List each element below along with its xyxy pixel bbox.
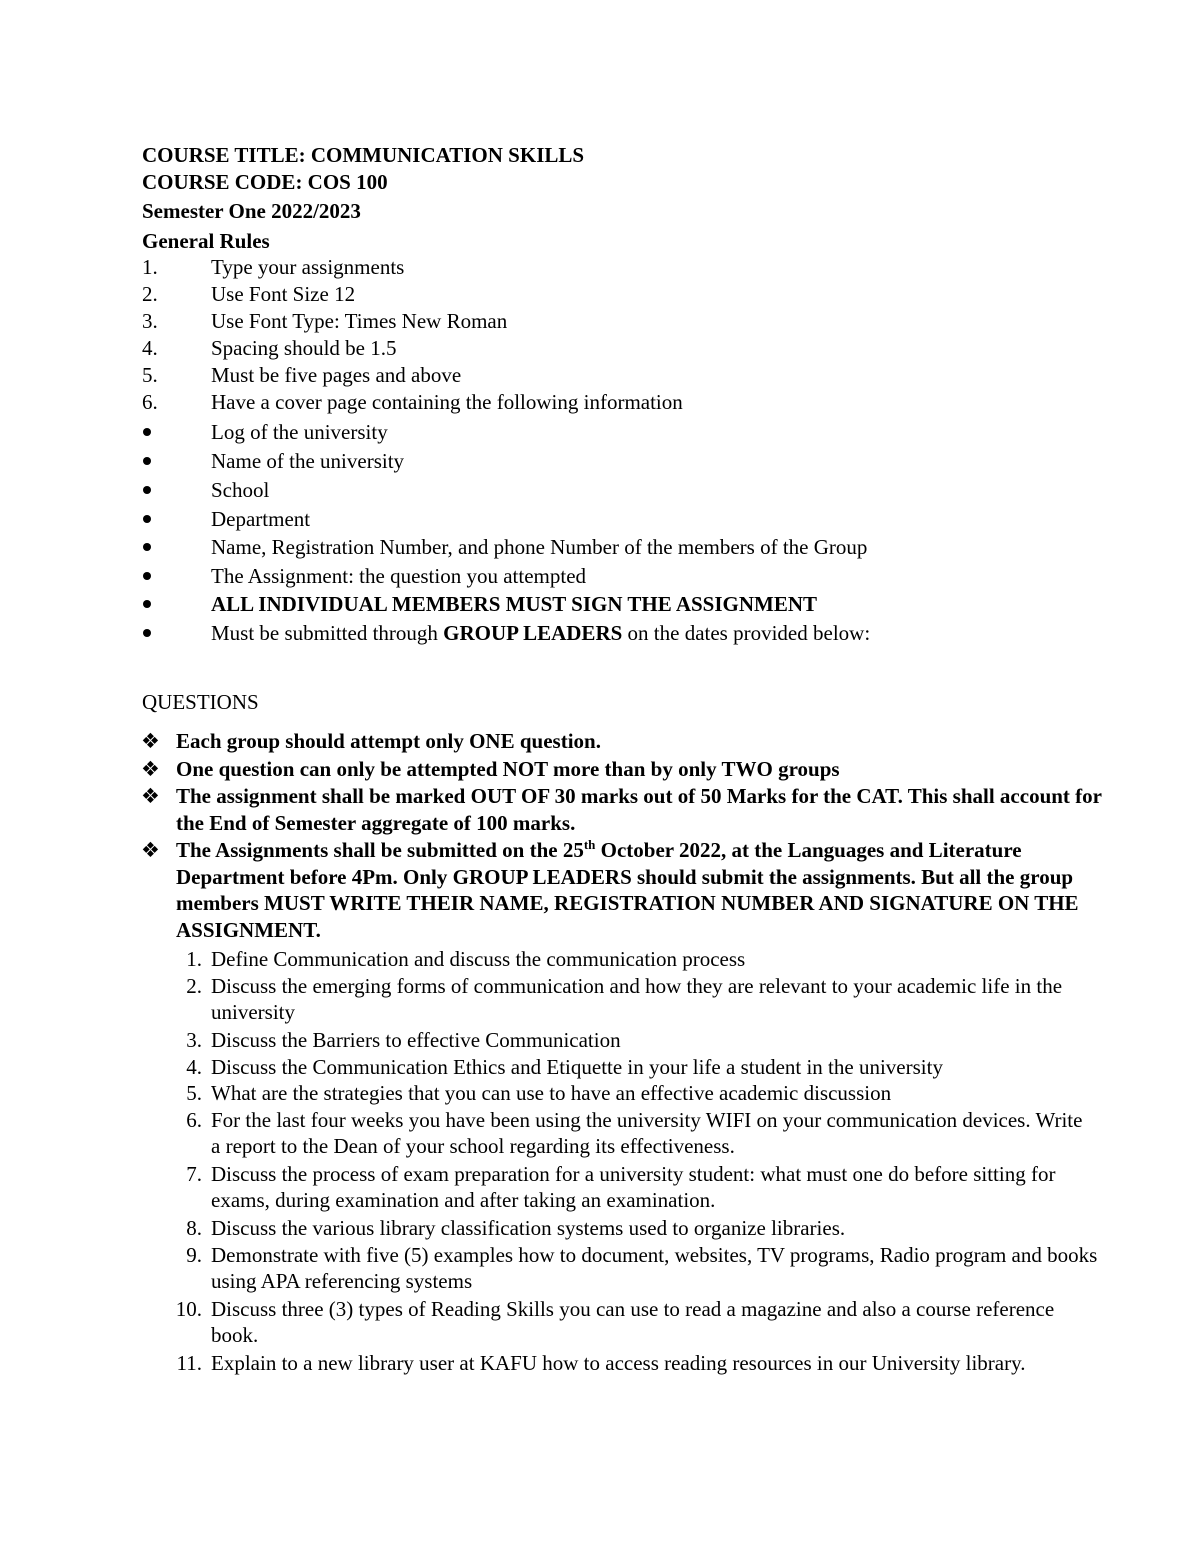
- rule-number: 4.: [142, 336, 158, 360]
- submission-post: October 2022, at the Languages and Literature Department before 4Pm. Only GROUP LEADERS should submit the assignments. But all the group members MUST WRITE THEIR NAME, REGISTRATION NUMBER AND SIGNATURE ON THE ASSIGNMENT.: [176, 838, 1079, 942]
- cover-item: The Assignment: the question you attempted: [211, 564, 587, 588]
- question-number: 8.: [186, 1216, 202, 1240]
- question-text: Discuss the process of exam preparation for a university student: what must one do before sitting for exams, during examination and after taking an examination.: [211, 1162, 1056, 1212]
- submission-pre: The Assignments shall be submitted on the 25: [176, 838, 584, 862]
- bullet-dot: [143, 457, 151, 465]
- instruction-item: The assignment shall be marked OUT OF 30 marks out of 50 Marks for the CAT. This shall account for the End of Semester aggregate of 100 marks.: [176, 784, 1102, 835]
- question-text: What are the strategies that you can use to have an effective academic discussion: [211, 1081, 892, 1105]
- semester: Semester One 2022/2023: [142, 199, 361, 223]
- cover-item: Log of the university: [211, 420, 388, 444]
- bullet-dot: [143, 629, 151, 637]
- question-text: For the last four weeks you have been using the university WIFI on your communication devices. Write a report to the Dean of your school regarding its effectiveness.: [211, 1108, 1083, 1158]
- submission-rule-pre: Must be submitted through: [211, 621, 444, 645]
- question-text: Discuss the various library classification systems used to organize libraries.: [211, 1216, 846, 1240]
- question-number: 10.: [175, 1297, 202, 1321]
- cover-item: Name of the university: [211, 449, 405, 473]
- rule-number: 5.: [142, 363, 158, 387]
- question-text: Discuss the Barriers to effective Communication: [211, 1028, 621, 1052]
- question-number: 5.: [186, 1081, 202, 1105]
- question-text: Discuss three (3) types of Reading Skills you can use to read a magazine and also a course reference book.: [211, 1297, 1055, 1347]
- rule-text: Use Font Size 12: [211, 282, 356, 306]
- rule-text: Must be five pages and above: [211, 363, 462, 387]
- general-rules-heading: General Rules: [142, 229, 270, 253]
- bullet-dot: [143, 600, 151, 608]
- question-number: 6.: [186, 1108, 202, 1132]
- bullet-dot: [143, 543, 151, 551]
- question-number: 4.: [186, 1055, 202, 1079]
- diamond-bullet-icon: ❖: [141, 729, 160, 753]
- question-number: 9.: [186, 1243, 202, 1267]
- question-number: 11.: [176, 1351, 202, 1375]
- course-title: COURSE TITLE: COMMUNICATION SKILLS: [142, 143, 585, 167]
- rule-text: Type your assignments: [211, 255, 405, 279]
- diamond-bullet-icon: ❖: [141, 784, 160, 808]
- question-number: 3.: [186, 1028, 202, 1052]
- bullet-dot: [143, 486, 151, 494]
- diamond-bullet-icon: ❖: [141, 838, 160, 862]
- cover-item-sign: ALL INDIVIDUAL MEMBERS MUST SIGN THE ASSIGNMENT: [211, 592, 818, 616]
- submission-sup: th: [583, 837, 596, 852]
- cover-item: Name, Registration Number, and phone Number of the members of the Group: [211, 535, 868, 559]
- submission-instruction: [176, 837, 1106, 943]
- bullet-dot: [143, 428, 151, 436]
- cover-item: School: [211, 478, 270, 502]
- question-text: Discuss the emerging forms of communication and how they are relevant to your academic life in the university: [211, 974, 1063, 1024]
- instruction-item: Each group should attempt only ONE question.: [176, 729, 601, 753]
- diamond-bullet-icon: ❖: [141, 757, 160, 781]
- question-number: 2.: [186, 974, 202, 998]
- instruction-item: One question can only be attempted NOT more than by only TWO groups: [176, 757, 840, 781]
- question-number: 7.: [186, 1162, 202, 1186]
- rule-number: 2.: [142, 282, 158, 306]
- rule-number: 1.: [142, 255, 158, 279]
- submission-rule-bold: GROUP LEADERS: [443, 621, 623, 645]
- rule-text: Spacing should be 1.5: [211, 336, 397, 360]
- question-text: Define Communication and discuss the communication process: [211, 947, 746, 971]
- questions-heading: QUESTIONS: [142, 690, 259, 714]
- course-code: COURSE CODE: COS 100: [142, 170, 388, 194]
- question-text: Explain to a new library user at KAFU how to access reading resources in our University library.: [211, 1351, 1026, 1375]
- submission-rule-post: on the dates provided below:: [622, 621, 871, 645]
- question-number: 1.: [186, 947, 202, 971]
- rule-text: Have a cover page containing the following information: [211, 390, 683, 414]
- submission-rule: [211, 620, 870, 646]
- question-text: Demonstrate with five (5) examples how to document, websites, TV programs, Radio program and books using APA referencing systems: [211, 1243, 1098, 1293]
- rule-text: Use Font Type: Times New Roman: [211, 309, 508, 333]
- question-text: Discuss the Communication Ethics and Etiquette in your life a student in the university: [211, 1055, 943, 1079]
- rule-number: 3.: [142, 309, 158, 333]
- bullet-dot: [143, 572, 151, 580]
- rule-number: 6.: [142, 390, 158, 414]
- bullet-dot: [143, 515, 151, 523]
- cover-item: Department: [211, 507, 311, 531]
